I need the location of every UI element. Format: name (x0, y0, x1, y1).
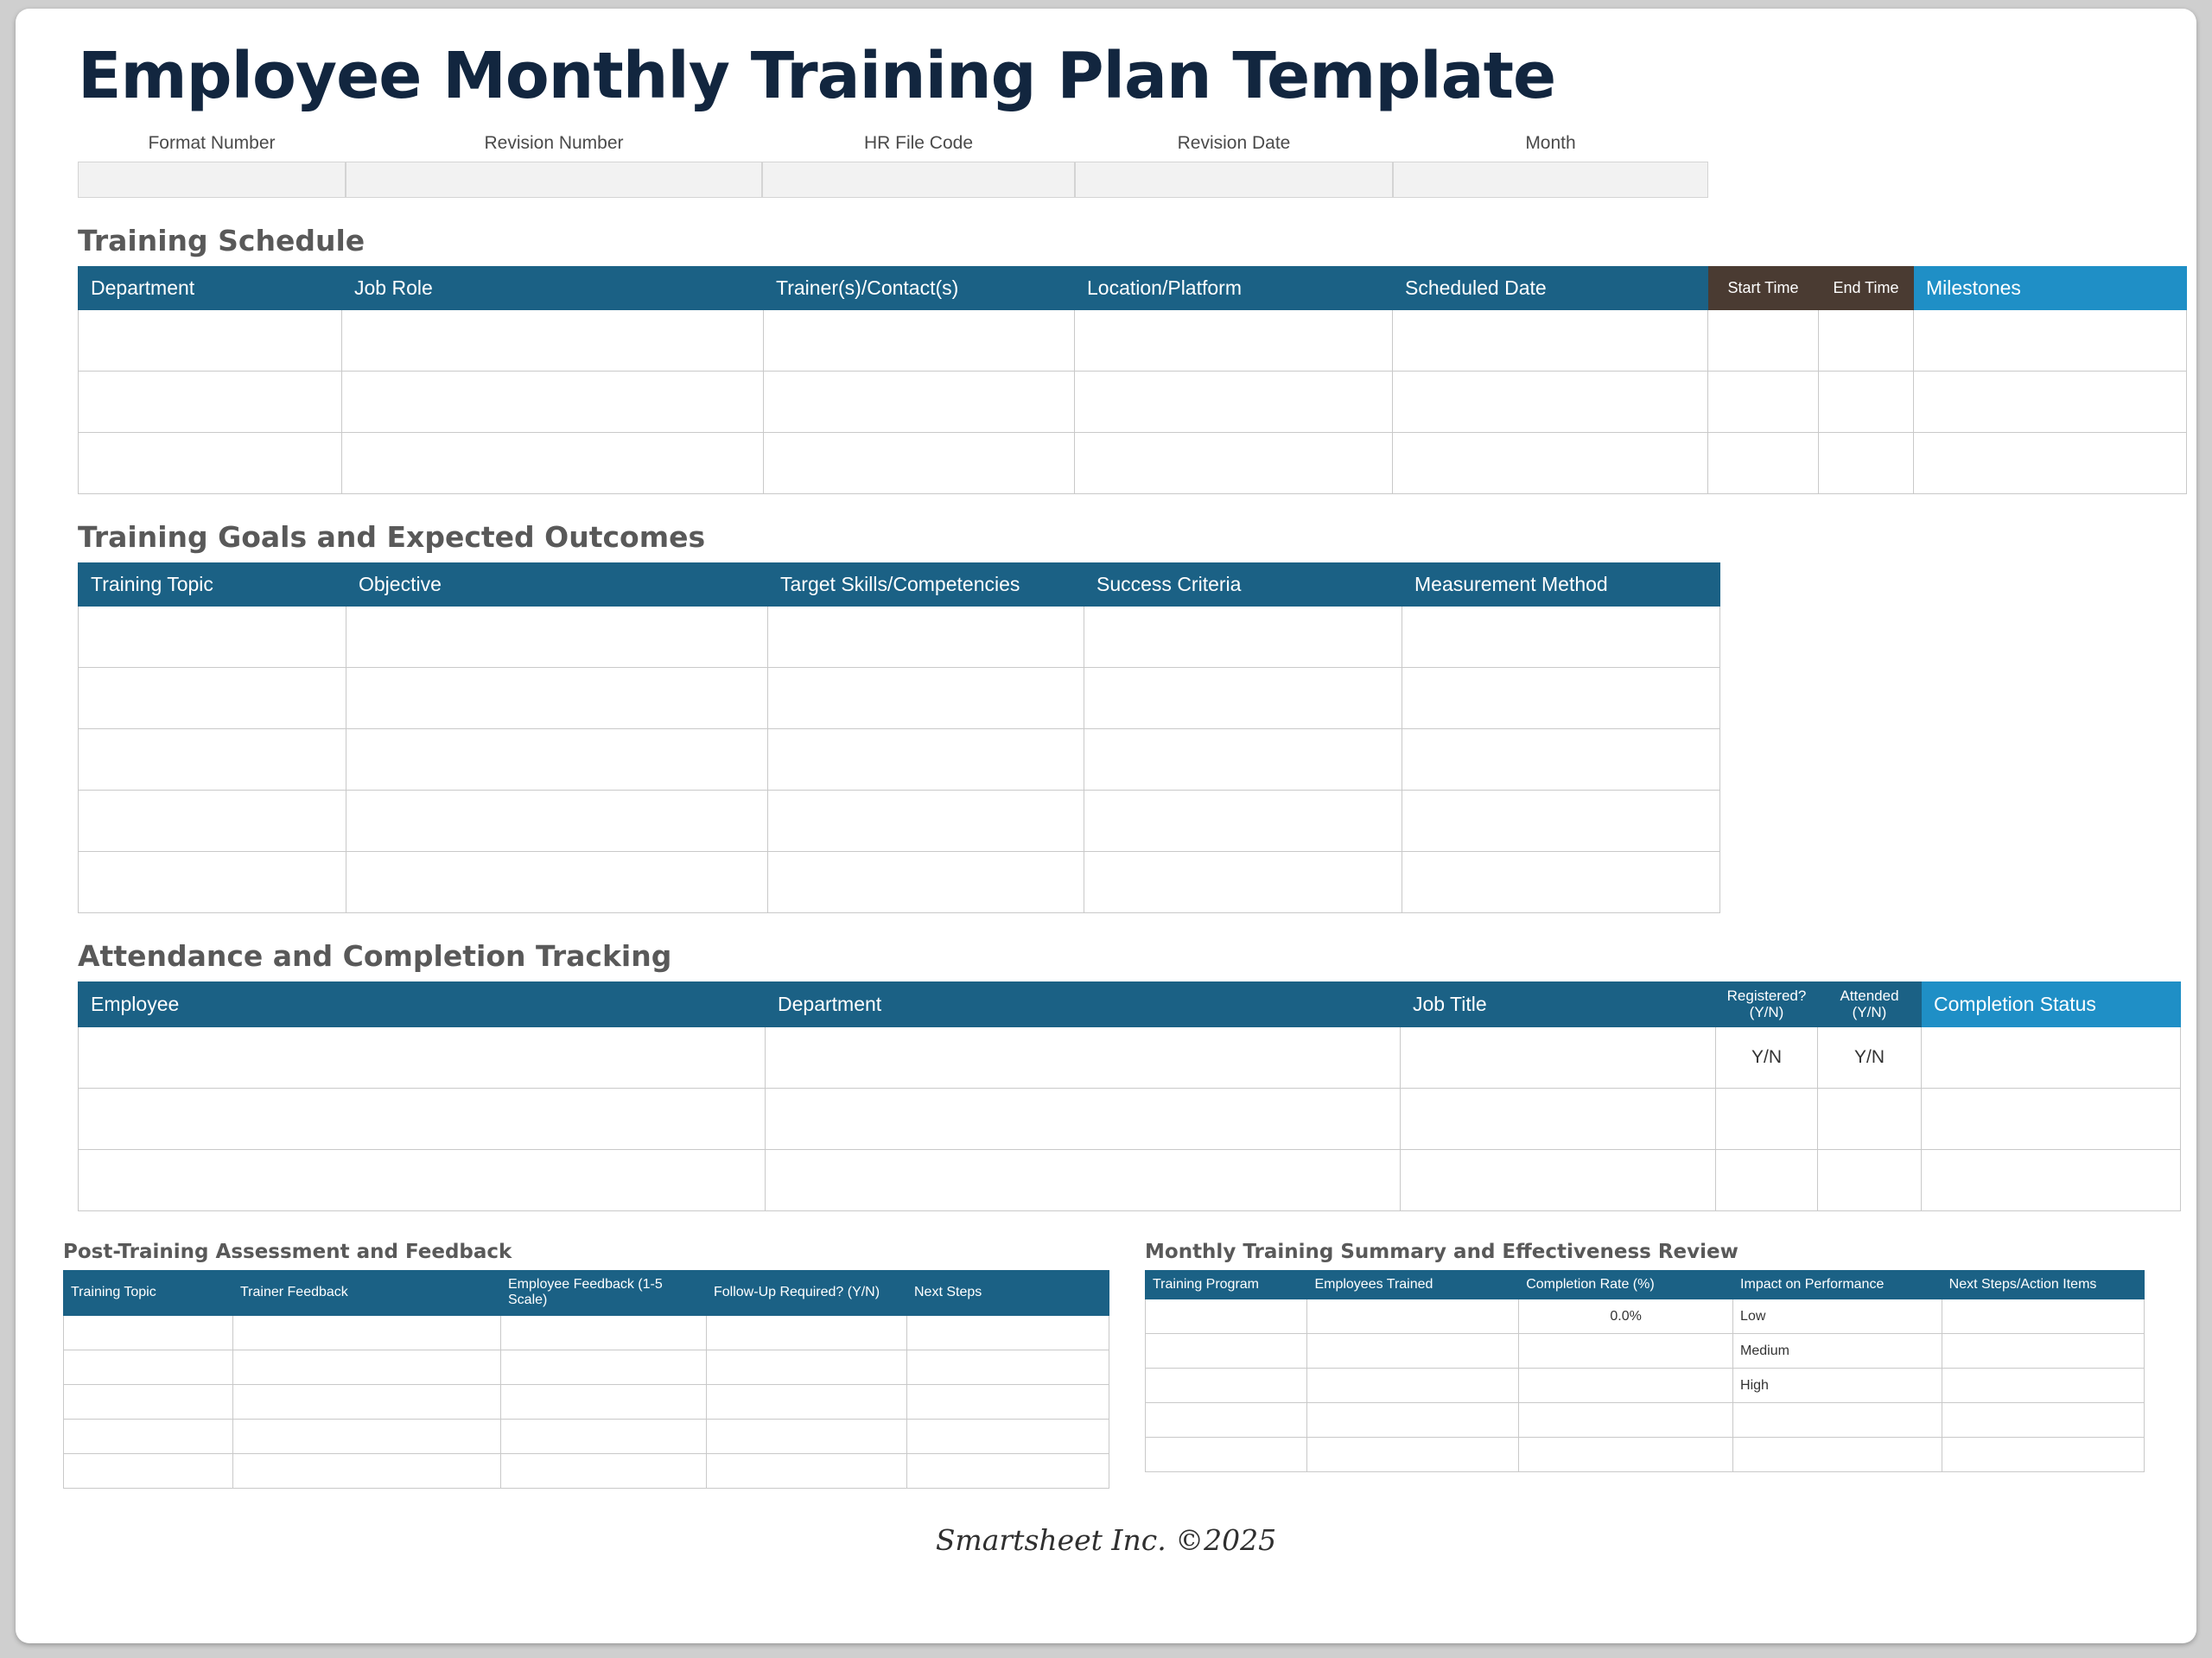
table-post-training (63, 1270, 1109, 1489)
table-row (79, 790, 1720, 851)
col-completion-status: Completion Status (1922, 981, 2181, 1026)
cell-attended[interactable] (1818, 1149, 1922, 1210)
cell-next-steps[interactable] (907, 1419, 1109, 1453)
cell-training-program[interactable] (1146, 1369, 1307, 1403)
cell-training-topic[interactable] (79, 851, 346, 912)
cell-employees-trained[interactable] (1307, 1299, 1519, 1334)
cell-training-program[interactable] (1146, 1438, 1307, 1472)
cell-employee[interactable] (79, 1026, 766, 1088)
meta-input-revision-date[interactable] (1075, 162, 1393, 198)
cell-job-title[interactable] (1401, 1026, 1716, 1088)
table-row (64, 1315, 1109, 1350)
table-row (1146, 1403, 2145, 1438)
col-registered: Registered? (Y/N) (1716, 981, 1818, 1026)
cell-completion-rate[interactable] (1519, 1438, 1733, 1472)
cell-training-topic[interactable] (79, 790, 346, 851)
section-heading-training-schedule: Training Schedule (78, 223, 365, 257)
table-row (79, 371, 2187, 432)
cell-next-steps[interactable] (1942, 1369, 2144, 1403)
col-objective: Objective (346, 562, 768, 606)
cell-employee-feedback[interactable] (501, 1384, 707, 1419)
meta-field-revision-number (346, 133, 762, 198)
cell-department[interactable] (766, 1026, 1401, 1088)
cell-completion-status[interactable] (1922, 1026, 2181, 1088)
cell-employee-feedback[interactable] (501, 1350, 707, 1384)
cell-target-skills[interactable] (768, 728, 1084, 790)
cell-next-steps[interactable] (907, 1315, 1109, 1350)
col-employee-feedback: Employee Feedback (1-5 Scale) (501, 1270, 707, 1315)
cell-training-topic[interactable] (64, 1419, 233, 1453)
monthly-summary-block (1145, 1241, 2145, 1489)
meta-label: Format Number (148, 132, 276, 153)
table-row (64, 1419, 1109, 1453)
cell-follow-up[interactable] (707, 1315, 907, 1350)
cell-trainer-feedback[interactable] (233, 1384, 501, 1419)
table-row (79, 728, 1720, 790)
cell-objective[interactable] (346, 790, 768, 851)
cell-employees-trained[interactable] (1307, 1369, 1519, 1403)
cell-employee-feedback[interactable] (501, 1315, 707, 1350)
cell-job-title[interactable] (1401, 1088, 1716, 1149)
meta-label: HR File Code (863, 132, 974, 153)
section-heading-post-training: Post-Training Assessment and Feedback (63, 1240, 512, 1263)
col-trainers: Trainer(s)/Contact(s) (764, 266, 1075, 309)
meta-field-revision-date (1075, 133, 1393, 198)
table-row (79, 1088, 2181, 1149)
cell-scheduled-date[interactable] (1393, 309, 1708, 371)
table-row (79, 851, 1720, 912)
cell-employees-trained[interactable] (1307, 1403, 1519, 1438)
table-training-goals (78, 562, 1720, 913)
cell-milestones[interactable] (1914, 432, 2187, 493)
section-heading-attendance: Attendance and Completion Tracking (78, 938, 672, 973)
cell-follow-up[interactable] (707, 1350, 907, 1384)
cell-department[interactable] (79, 309, 342, 371)
cell-trainers[interactable] (764, 432, 1075, 493)
cell-job-title[interactable] (1401, 1149, 1716, 1210)
cell-registered[interactable] (1716, 1088, 1818, 1149)
meta-field-hr-file-code (762, 133, 1075, 198)
cell-impact[interactable]: Medium (1733, 1334, 1942, 1369)
cell-objective[interactable] (346, 728, 768, 790)
col-department: Department (766, 981, 1401, 1026)
table-header-row (79, 981, 2181, 1026)
cell-success-criteria[interactable] (1084, 851, 1402, 912)
cell-target-skills[interactable] (768, 667, 1084, 728)
cell-follow-up[interactable] (707, 1384, 907, 1419)
col-next-steps: Next Steps (907, 1270, 1109, 1315)
cell-end-time[interactable] (1819, 432, 1914, 493)
table-row (1146, 1369, 2145, 1403)
cell-objective[interactable] (346, 606, 768, 667)
cell-training-program[interactable] (1146, 1334, 1307, 1369)
meta-label: Revision Date (1177, 132, 1291, 153)
cell-impact[interactable] (1733, 1403, 1942, 1438)
cell-next-steps[interactable] (1942, 1334, 2144, 1369)
cell-follow-up[interactable] (707, 1453, 907, 1488)
section-heading-training-goals: Training Goals and Expected Outcomes (78, 519, 706, 554)
cell-training-topic[interactable] (64, 1384, 233, 1419)
cell-end-time[interactable] (1819, 309, 1914, 371)
meta-input-month[interactable] (1393, 162, 1708, 198)
col-next-steps-action-items: Next Steps/Action Items (1942, 1270, 2144, 1299)
table-row (1146, 1334, 2145, 1369)
cell-start-time[interactable] (1708, 371, 1819, 432)
table-row (79, 432, 2187, 493)
cell-next-steps[interactable] (1942, 1299, 2144, 1334)
cell-measurement-method[interactable] (1402, 728, 1720, 790)
cell-start-time[interactable] (1708, 309, 1819, 371)
col-target-skills: Target Skills/Competencies (768, 562, 1084, 606)
col-department: Department (79, 266, 342, 309)
cell-registered[interactable] (1716, 1149, 1818, 1210)
table-header-row (79, 562, 1720, 606)
col-impact-on-performance: Impact on Performance (1733, 1270, 1942, 1299)
cell-registered[interactable]: Y/N (1716, 1026, 1818, 1088)
cell-scheduled-date[interactable] (1393, 432, 1708, 493)
cell-milestones[interactable] (1914, 309, 2187, 371)
col-job-role: Job Role (342, 266, 764, 309)
table-training-schedule (78, 266, 2187, 494)
col-milestones: Milestones (1914, 266, 2187, 309)
meta-input-hr-file-code[interactable] (762, 162, 1075, 198)
table-row (79, 1149, 2181, 1210)
cell-employee-feedback[interactable] (501, 1419, 707, 1453)
table-row (79, 606, 1720, 667)
cell-location[interactable] (1075, 309, 1393, 371)
meta-field-month (1393, 133, 1708, 198)
cell-training-topic[interactable] (64, 1350, 233, 1384)
cell-employee[interactable] (79, 1088, 766, 1149)
cell-job-role[interactable] (342, 432, 764, 493)
col-success-criteria: Success Criteria (1084, 562, 1402, 606)
cell-next-steps[interactable] (907, 1350, 1109, 1384)
col-scheduled-date: Scheduled Date (1393, 266, 1708, 309)
cell-training-program[interactable] (1146, 1403, 1307, 1438)
cell-training-program[interactable] (1146, 1299, 1307, 1334)
cell-completion-status[interactable] (1922, 1149, 2181, 1210)
cell-trainer-feedback[interactable] (233, 1419, 501, 1453)
cell-next-steps[interactable] (1942, 1438, 2144, 1472)
cell-attended[interactable] (1818, 1088, 1922, 1149)
table-row (64, 1453, 1109, 1488)
cell-success-criteria[interactable] (1084, 667, 1402, 728)
col-training-topic: Training Topic (79, 562, 346, 606)
cell-measurement-method[interactable] (1402, 790, 1720, 851)
page-title: Employee Monthly Training Plan Template (78, 39, 1556, 113)
cell-training-topic[interactable] (79, 667, 346, 728)
cell-training-topic[interactable] (64, 1453, 233, 1488)
cell-department[interactable] (766, 1149, 1401, 1210)
cell-target-skills[interactable] (768, 851, 1084, 912)
table-row (79, 667, 1720, 728)
cell-department[interactable] (766, 1088, 1401, 1149)
cell-trainers[interactable] (764, 371, 1075, 432)
table-attendance (78, 981, 2181, 1211)
post-training-block (63, 1241, 1109, 1489)
table-row (1146, 1438, 2145, 1472)
table-header-row (64, 1270, 1109, 1315)
col-employees-trained: Employees Trained (1307, 1270, 1519, 1299)
cell-measurement-method[interactable] (1402, 606, 1720, 667)
col-location-platform: Location/Platform (1075, 266, 1393, 309)
bottom-tables (63, 1240, 2145, 1489)
cell-success-criteria[interactable] (1084, 790, 1402, 851)
table-row (79, 309, 2187, 371)
cell-success-criteria[interactable] (1084, 728, 1402, 790)
table-monthly-summary (1145, 1270, 2145, 1472)
cell-milestones[interactable] (1914, 371, 2187, 432)
cell-trainer-feedback[interactable] (233, 1453, 501, 1488)
cell-training-topic[interactable] (79, 606, 346, 667)
cell-employees-trained[interactable] (1307, 1438, 1519, 1472)
col-end-time: End Time (1819, 266, 1914, 309)
col-trainer-feedback: Trainer Feedback (233, 1270, 501, 1315)
cell-trainers[interactable] (764, 309, 1075, 371)
cell-target-skills[interactable] (768, 606, 1084, 667)
cell-impact[interactable]: Low (1733, 1299, 1942, 1334)
footer-copyright: Smartsheet Inc. ©2025 (935, 1522, 1277, 1557)
col-completion-rate: Completion Rate (%) (1519, 1270, 1733, 1299)
cell-location[interactable] (1075, 371, 1393, 432)
cell-training-topic[interactable] (64, 1315, 233, 1350)
col-employee: Employee (79, 981, 766, 1026)
cell-objective[interactable] (346, 667, 768, 728)
cell-end-time[interactable] (1819, 371, 1914, 432)
meta-field-format-number (78, 133, 346, 198)
cell-measurement-method[interactable] (1402, 851, 1720, 912)
cell-completion-status[interactable] (1922, 1088, 2181, 1149)
cell-attended[interactable]: Y/N (1818, 1026, 1922, 1088)
meta-input-revision-number[interactable] (346, 162, 762, 198)
cell-department[interactable] (79, 432, 342, 493)
cell-completion-rate[interactable] (1519, 1334, 1733, 1369)
table-row (64, 1350, 1109, 1384)
cell-employees-trained[interactable] (1307, 1334, 1519, 1369)
meta-field-row (78, 133, 2145, 198)
cell-employee-feedback[interactable] (501, 1453, 707, 1488)
col-training-topic: Training Topic (64, 1270, 233, 1315)
cell-location[interactable] (1075, 432, 1393, 493)
table-row (79, 1026, 2181, 1088)
cell-employee[interactable] (79, 1149, 766, 1210)
cell-job-role[interactable] (342, 309, 764, 371)
cell-measurement-method[interactable] (1402, 667, 1720, 728)
cell-completion-rate[interactable]: 0.0% (1519, 1299, 1733, 1334)
cell-impact[interactable]: High (1733, 1369, 1942, 1403)
cell-next-steps[interactable] (907, 1384, 1109, 1419)
table-header-row (1146, 1270, 2145, 1299)
cell-follow-up[interactable] (707, 1419, 907, 1453)
table-row (1146, 1299, 2145, 1334)
cell-completion-rate[interactable] (1519, 1369, 1733, 1403)
cell-scheduled-date[interactable] (1393, 371, 1708, 432)
cell-job-role[interactable] (342, 371, 764, 432)
cell-impact[interactable] (1733, 1438, 1942, 1472)
cell-department[interactable] (79, 371, 342, 432)
meta-input-format-number[interactable] (78, 162, 346, 198)
table-row (64, 1384, 1109, 1419)
cell-next-steps[interactable] (907, 1453, 1109, 1488)
table-header-row (79, 266, 2187, 309)
col-start-time: Start Time (1708, 266, 1819, 309)
meta-label: Revision Number (484, 132, 624, 153)
cell-start-time[interactable] (1708, 432, 1819, 493)
cell-completion-rate[interactable] (1519, 1403, 1733, 1438)
cell-training-topic[interactable] (79, 728, 346, 790)
col-follow-up-required: Follow-Up Required? (Y/N) (707, 1270, 907, 1315)
col-attended: Attended (Y/N) (1818, 981, 1922, 1026)
col-measurement-method: Measurement Method (1402, 562, 1720, 606)
cell-objective[interactable] (346, 851, 768, 912)
col-training-program: Training Program (1146, 1270, 1307, 1299)
document-page (16, 9, 2196, 1643)
cell-success-criteria[interactable] (1084, 606, 1402, 667)
cell-target-skills[interactable] (768, 790, 1084, 851)
cell-trainer-feedback[interactable] (233, 1315, 501, 1350)
cell-next-steps[interactable] (1942, 1403, 2144, 1438)
section-heading-monthly-summary: Monthly Training Summary and Effectiveness Review (1145, 1240, 1738, 1263)
cell-trainer-feedback[interactable] (233, 1350, 501, 1384)
col-job-title: Job Title (1401, 981, 1716, 1026)
meta-label: Month (1525, 132, 1576, 153)
